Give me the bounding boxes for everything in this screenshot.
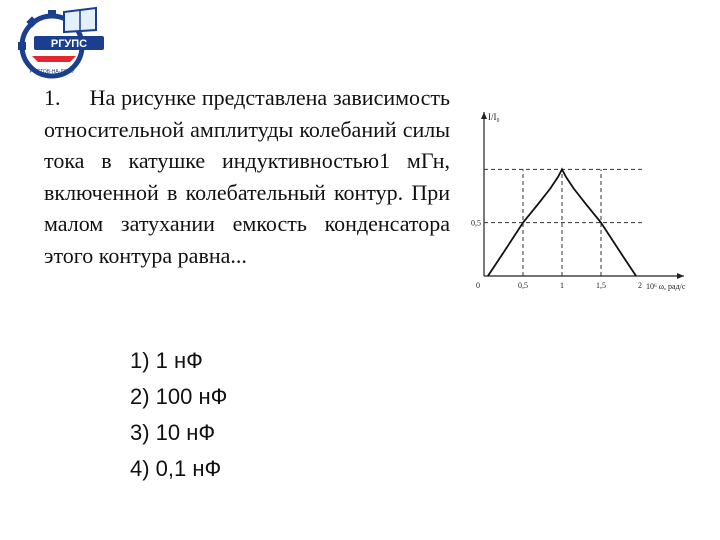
x-axis-label: 10⁶ ω, рад/с — [646, 282, 686, 291]
resonance-chart — [462, 106, 702, 302]
logo-ring-text: РОСТОВ-НА-ДОНУ — [29, 69, 75, 75]
y-axis-label: I/I₀ — [488, 112, 500, 122]
x-tick-label-3: 1,5 — [596, 281, 606, 290]
logo-text: РГУПС — [50, 38, 88, 50]
answer-list — [130, 343, 227, 487]
x-tick-label-1: 0,5 — [518, 281, 528, 290]
y-tick-label-0: 0,5 — [471, 218, 481, 228]
question-text — [44, 82, 450, 271]
x-tick-label-0: 0 — [476, 281, 480, 290]
answer-option-3[interactable]: 3) 10 нФ — [130, 420, 216, 445]
answer-option-2[interactable]: 2) 100 нФ — [130, 384, 228, 409]
answer-option-4[interactable]: 4) 0,1 нФ — [130, 456, 222, 481]
question-body: На рисунке представлена зависимость относительной амплитуды колебаний силы тока в катушке индуктивностью1 мГн, включенной в колебательный контур. При малом затухании емкость конденсатора этого контура равна... — [44, 85, 450, 268]
rgups-logo — [4, 2, 104, 80]
x-tick-label-4: 2 — [638, 281, 642, 290]
answer-option-1[interactable]: 1) 1 нФ — [130, 348, 203, 373]
question-number: 1. — [44, 85, 61, 110]
y-axis-arrow — [481, 112, 487, 119]
x-tick-label-2: 1 — [560, 281, 564, 290]
x-axis-arrow — [677, 273, 684, 279]
